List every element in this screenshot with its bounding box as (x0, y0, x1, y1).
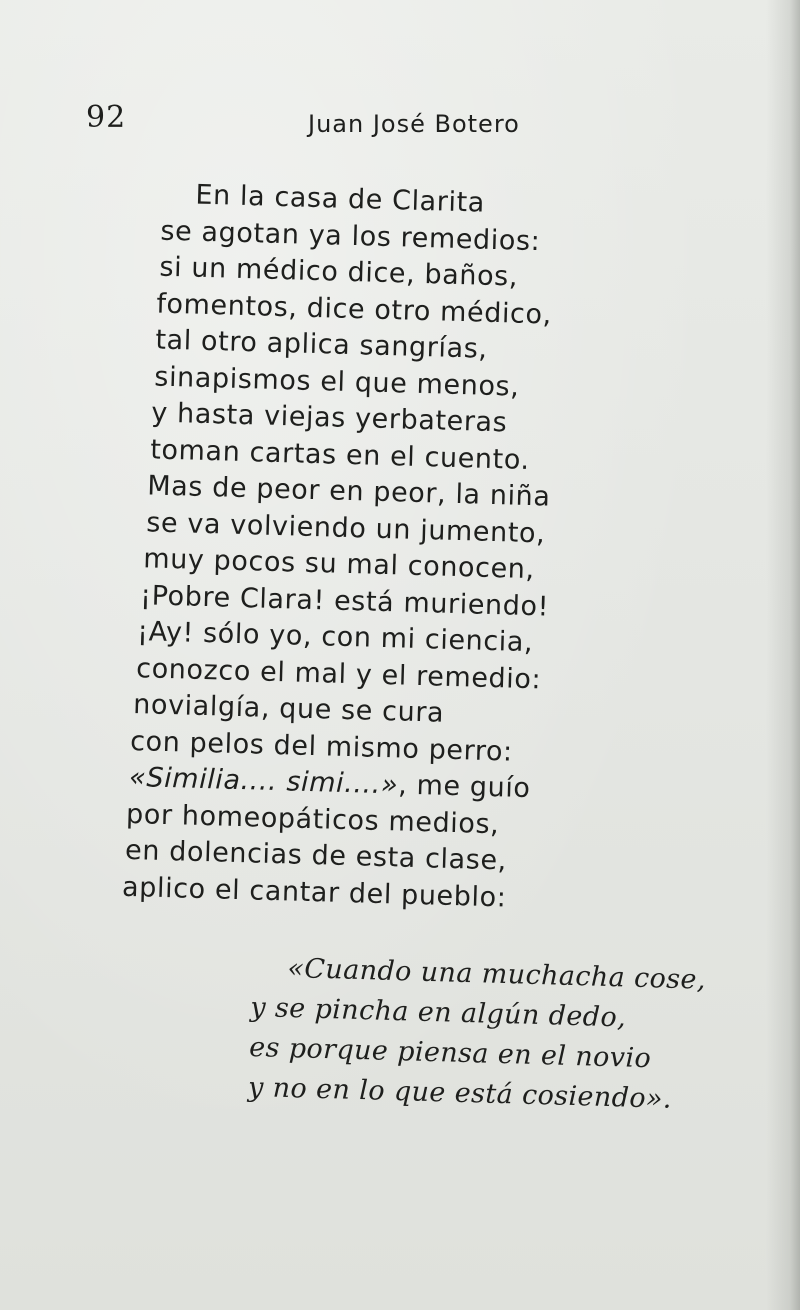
poem-line: ¡Pobre Clara! está muriendo! (139, 579, 550, 623)
poem-line: aplico el cantar del pueblo: (121, 871, 507, 914)
poem-line: muy pocos su mal conocen, (142, 543, 536, 586)
running-head-author: Juan José Botero (308, 110, 520, 138)
poem-line: se va volviendo un jumento, (145, 506, 546, 549)
similia-latin-phrase: «Similia.... simi....» (128, 761, 399, 801)
poem-line: toman cartas en el cuento. (149, 433, 531, 476)
poem-line: conozco el mal y el remedio: (135, 652, 542, 695)
page-header (86, 100, 526, 150)
poem-line: por homeopáticos medios, (125, 798, 500, 840)
poem-line: con pelos del mismo perro: (129, 725, 514, 768)
poem-line: ¡Ay! sólo yo, con mi ciencia, (136, 616, 534, 659)
quote-line: y no en lo que está cosiendo». (247, 1071, 673, 1115)
poem-line: se agotan ya los remedios: (160, 215, 541, 257)
poem-line: novialgía, que se cura (132, 689, 445, 729)
poem-line: y hasta viejas yerbateras (150, 397, 508, 439)
poem-line: tal otro aplica sangrías, (154, 324, 488, 365)
poem-line: sinapismos el que menos, (153, 360, 520, 403)
poem-line: en dolencias de esta clase, (124, 834, 508, 877)
poem-line: si un médico dice, baños, (159, 251, 519, 293)
quote-line: y se pincha en algún dedo, (249, 991, 627, 1034)
poem-line: En la casa de Clarita (195, 179, 486, 219)
page-edge-shadow (766, 0, 800, 1310)
quote-line: es porque piensa en el novio (248, 1031, 652, 1075)
popular-song-quote (248, 948, 712, 1121)
poem-body (120, 176, 640, 920)
poem-line: Mas de peor en peor, la niña (146, 470, 551, 513)
quote-line: «Cuando una muchacha cose, (287, 953, 707, 996)
poem-line: fomentos, dice otro médico, (156, 288, 553, 331)
similia-line-rest: , me guío (397, 769, 531, 805)
page-number: 92 (86, 100, 127, 135)
